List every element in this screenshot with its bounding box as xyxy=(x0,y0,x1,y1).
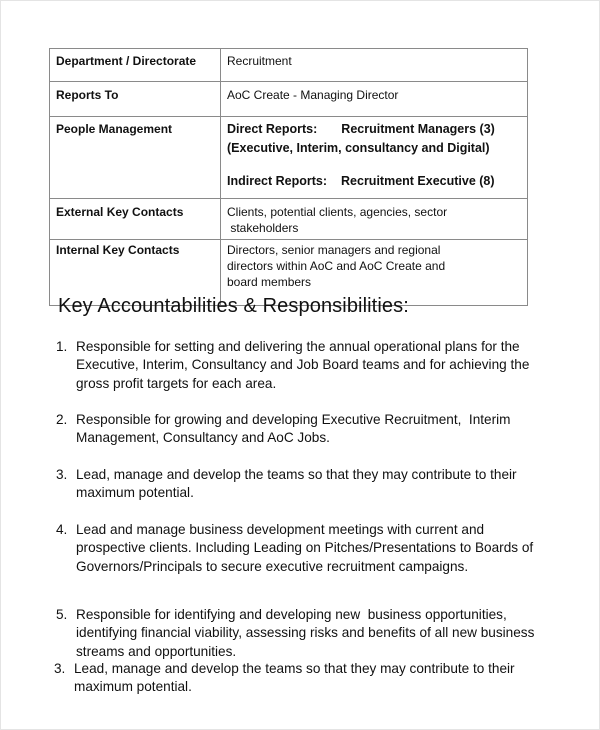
people-management-value xyxy=(221,117,528,199)
reports-to-value xyxy=(221,82,528,117)
department-label: Department / Directorate xyxy=(50,49,221,82)
list-item-text: Responsible for growing and developing Executive Recruitment, Interim Management, Consultancy and AoC Jobs. xyxy=(76,412,511,446)
section-heading: Key Accountabilities & Responsibilities: xyxy=(58,295,409,317)
department-value xyxy=(221,49,528,82)
list-item-text: Responsible for setting and delivering the annual operational plans for the Executive, Interim, Consultancy and Job Board teams and for achieving the gross profit targets for each area. xyxy=(76,339,530,391)
list-item-text: Responsible for identifying and developing new business opportunities, identifying financial viability, assessing risks and benefits of all new business streams and opportunities. xyxy=(76,607,535,659)
reports-to-value-text: AoC Create - Managing Director xyxy=(227,88,399,102)
reports-to-label: Reports To xyxy=(50,82,221,117)
direct-reports-line xyxy=(227,121,521,137)
direct-reports-value: Recruitment Managers (3) xyxy=(341,122,495,136)
list-item-number: 1. xyxy=(56,339,68,354)
job-info-table xyxy=(49,48,528,306)
list-item xyxy=(52,660,552,697)
list-item xyxy=(54,606,554,661)
external-contacts-value xyxy=(221,199,528,240)
list-item-number: 2. xyxy=(56,412,68,427)
internal-contacts-line: directors within AoC and AoC Create and xyxy=(227,259,446,273)
list-item-number: 3. xyxy=(56,467,68,482)
indirect-reports-value: Recruitment Executive (8) xyxy=(341,174,495,188)
internal-contacts-line: board members xyxy=(227,275,312,289)
table-row-people-management xyxy=(50,117,528,199)
list-item-text: Lead, manage and develop the teams so that they may contribute to their maximum potential. xyxy=(74,661,515,695)
list-item xyxy=(54,466,554,503)
indirect-reports-line xyxy=(227,173,521,189)
list-item xyxy=(54,411,554,448)
list-item xyxy=(54,338,554,393)
list-item xyxy=(54,521,554,576)
external-contacts-label: External Key Contacts xyxy=(50,199,221,240)
external-contacts-line: stakeholders xyxy=(227,221,299,235)
people-management-label: People Management xyxy=(50,117,221,199)
internal-contacts-label: Internal Key Contacts xyxy=(50,240,221,306)
direct-reports-label: Direct Reports: xyxy=(227,122,318,136)
internal-contacts-line: Directors, senior managers and regional xyxy=(227,243,441,257)
table-row-external-contacts xyxy=(50,199,528,240)
list-item-number: 3. xyxy=(54,661,66,676)
list-item-text: Lead and manage business development meetings with current and prospective clients. Including Leading on Pitches/Presentations to Boards of Governors/Principals to secure executive recruitment campaigns. xyxy=(76,522,534,574)
list-item-text: Lead, manage and develop the teams so that they may contribute to their maximum potential. xyxy=(76,467,517,501)
list-item-number: 4. xyxy=(56,522,68,537)
table-row-department xyxy=(50,49,528,82)
external-contacts-line: Clients, potential clients, agencies, sector xyxy=(227,205,448,219)
list-item-number: 5. xyxy=(56,607,68,622)
indirect-reports-label: Indirect Reports: xyxy=(227,174,328,188)
table-row-reports-to xyxy=(50,82,528,117)
department-value-text: Recruitment xyxy=(227,54,292,68)
direct-reports-detail: (Executive, Interim, consultancy and Digital) xyxy=(227,141,490,155)
